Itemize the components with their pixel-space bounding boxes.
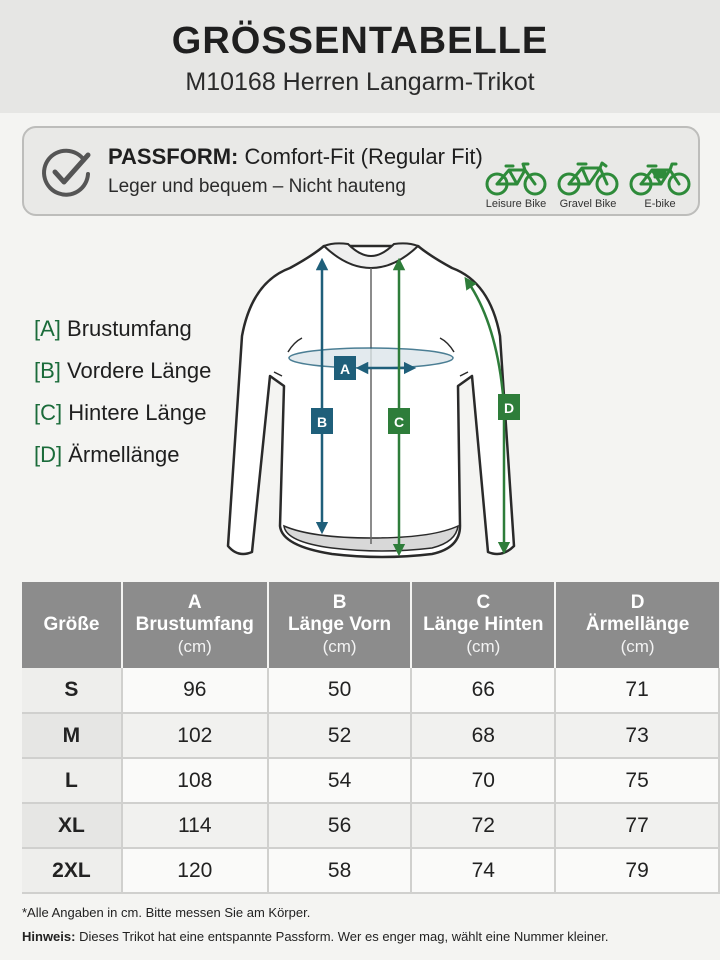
cell-size: M (22, 713, 122, 758)
header-name: Ärmellänge (585, 614, 690, 635)
cell-sleeve-length: 79 (555, 848, 719, 893)
gravel-bike-icon (556, 160, 620, 196)
legend-label: Hintere Länge (68, 400, 207, 425)
legend-item (34, 358, 211, 384)
table-row (22, 848, 719, 893)
header-name: Länge Hinten (423, 614, 544, 635)
table-row (22, 803, 719, 848)
cell-size: 2XL (22, 848, 122, 893)
header-unit: (cm) (620, 637, 655, 656)
size-table (22, 582, 720, 894)
label-c: C (393, 414, 405, 430)
cell-sleeve-length: 73 (555, 713, 719, 758)
check-circle-icon (38, 144, 94, 200)
gravel-bike-label: Gravel Bike (559, 198, 617, 210)
cell-chest: 120 (122, 848, 268, 893)
legend-key: [B] (34, 358, 61, 383)
page-subtitle: M10168 Herren Langarm-Trikot (185, 68, 535, 96)
cell-back-length: 68 (411, 713, 555, 758)
cell-sleeve-length: 77 (555, 803, 719, 848)
cell-front-length: 54 (268, 758, 412, 803)
footnote: *Alle Angaben in cm. Bitte messen Sie am Körper. (22, 905, 311, 920)
header-name: Größe (43, 614, 100, 635)
cell-sleeve-length: 75 (555, 758, 719, 803)
table-row (22, 713, 719, 758)
header-unit: (cm) (322, 637, 357, 656)
header-back-length (411, 582, 555, 668)
legend-label: Brustumfang (67, 316, 192, 341)
cell-back-length: 66 (411, 668, 555, 713)
legend-label: Ärmellänge (68, 442, 180, 467)
label-b: B (316, 414, 328, 430)
fit-description: Leger und bequem – Nicht hauteng (108, 176, 406, 197)
cell-back-length: 72 (411, 803, 555, 848)
cell-chest: 96 (122, 668, 268, 713)
cell-chest: 102 (122, 713, 268, 758)
leisure-bike-icon (484, 160, 548, 196)
header-letter: D (630, 592, 645, 613)
header-letter: C (476, 592, 491, 613)
header-front-length (268, 582, 412, 668)
note (22, 929, 608, 944)
header-letter: B (332, 592, 347, 613)
header-name: Brustumfang (135, 614, 254, 635)
cell-back-length: 74 (411, 848, 555, 893)
cell-front-length: 58 (268, 848, 412, 893)
legend-item (34, 316, 192, 342)
cell-back-length: 70 (411, 758, 555, 803)
cell-front-length: 52 (268, 713, 412, 758)
header-size (22, 582, 122, 668)
legend-key: [C] (34, 400, 63, 425)
fit-info-box (22, 126, 700, 216)
cell-size: XL (22, 803, 122, 848)
legend-key: [A] (34, 316, 61, 341)
cell-size: S (22, 668, 122, 713)
table-header-row (22, 582, 719, 668)
legend-label: Vordere Länge (67, 358, 212, 383)
label-a: A (339, 361, 351, 377)
page-title: GRÖSSENTABELLE (171, 20, 549, 62)
legend-key: [D] (34, 442, 63, 467)
cell-front-length: 56 (268, 803, 412, 848)
header-unit: (cm) (466, 637, 501, 656)
cell-chest: 114 (122, 803, 268, 848)
fit-title (108, 144, 483, 170)
fit-value: Comfort-Fit (Regular Fit) (244, 144, 483, 169)
fit-label: PASSFORM: (108, 144, 239, 169)
legend-item (34, 400, 206, 426)
label-d: D (503, 400, 515, 416)
legend-item (34, 442, 180, 468)
table-row (22, 758, 719, 803)
header (0, 0, 720, 113)
header-sleeve-length (555, 582, 719, 668)
header-unit: (cm) (177, 637, 212, 656)
jersey-diagram (222, 226, 542, 566)
note-text: Dieses Trikot hat eine entspannte Passform. Wer es enger mag, wählt eine Nummer kleiner. (75, 929, 609, 944)
e-bike-icon (628, 160, 692, 196)
cell-size: L (22, 758, 122, 803)
chest-measure-line (289, 348, 453, 368)
cell-chest: 108 (122, 758, 268, 803)
e-bike-label: E-bike (644, 198, 676, 210)
table-row (22, 668, 719, 713)
header-name: Länge Vorn (288, 614, 392, 635)
header-chest (122, 582, 268, 668)
note-label: Hinweis: (22, 929, 76, 944)
cell-sleeve-length: 71 (555, 668, 719, 713)
leisure-bike-label: Leisure Bike (485, 198, 547, 210)
header-letter: A (187, 592, 202, 613)
cell-front-length: 50 (268, 668, 412, 713)
